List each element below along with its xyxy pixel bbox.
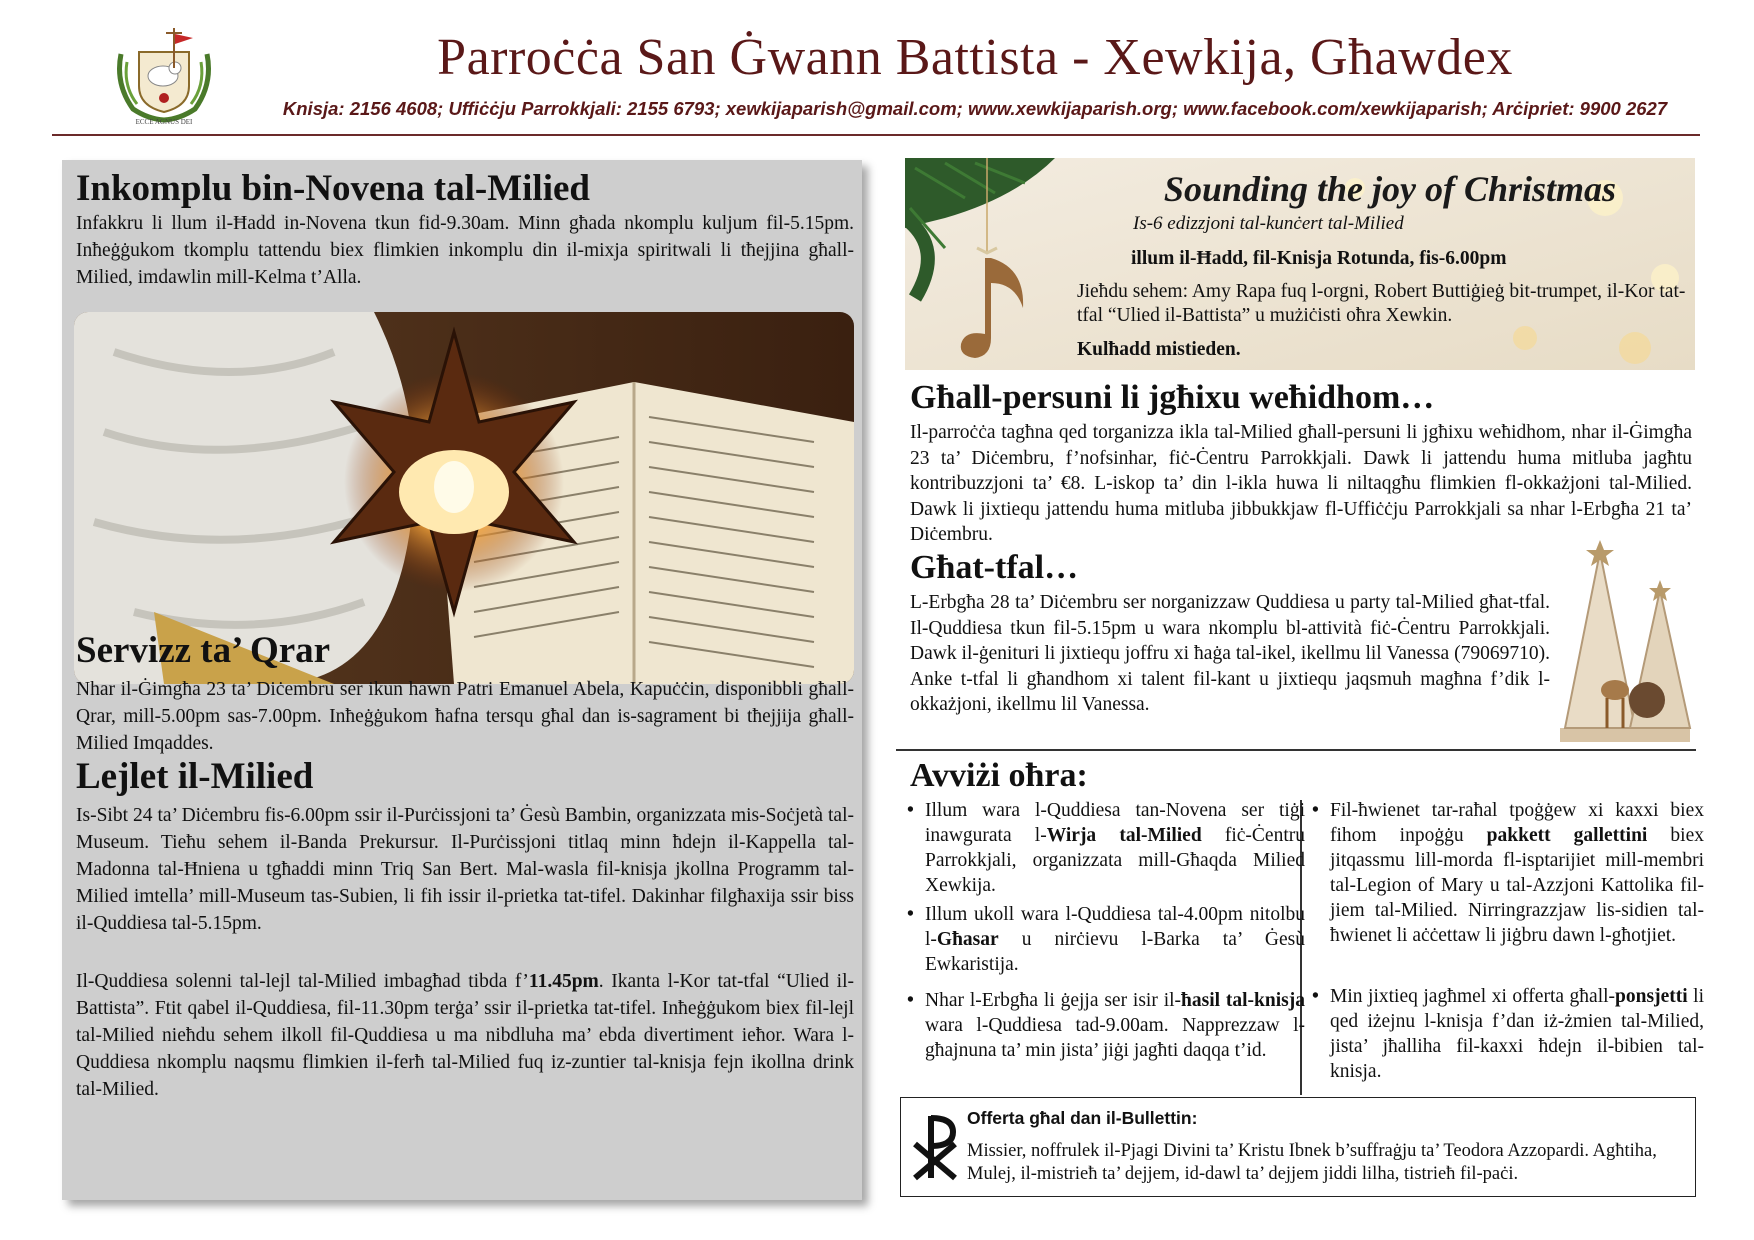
notice-poinsettias: • Min jixtieq jagħmel xi offerta għall-ponsjetti li qed iżejnu l-knisja f’dan iż-żmien tal-Milied, jista’ jħalliha fil-kaxxi ħdejn il-bibien tal-knisja. (1312, 986, 1705, 1082)
wooden-trees-decoration (1555, 540, 1695, 745)
midnight-mass-time: 11.45pm (528, 971, 599, 992)
bullet-icon: • (907, 800, 914, 821)
concert-title: Sounding the joy of Christmas (1163, 169, 1617, 209)
novena-heading: Inkomplu bin-Novena tal-Milied (76, 168, 590, 209)
novena-body: Infakkru li llum il-Ħadd in-Novena tkun fid-9.30am. Minn għada nkomplu kuljum fil-5.15pm. Inħeġġukom tkomplu tattendu biex flimkien inkomplu din il-mixja spiritwali li tħejjina għall-Milied, imdawlin mill-Kelma t’Alla. (76, 213, 854, 288)
notice-church-cleaning: • Nhar l-Erbgħa li ġejja ser isir il-ħasil tal-knisja wara l-Quddiesa tad-9.00am. Napprezzaw l-għajnuna ta’ min jista’ jiġi jagħti daqqa t’id. (907, 990, 1305, 1061)
offering-heading: Offerta għal dan il-Bullettin: (967, 1108, 1198, 1128)
bulletin-offering-box (900, 1097, 1696, 1197)
left-panel (62, 160, 862, 1200)
contact-line: Knisja: 2156 4608; Uffiċċju Parrokkjali: 2155 6793; xewkijaparish@gmail.com; www.xewkijaparish.org; www.facebook.com/xewkijaparish; Arċipriet: 9900 2627 (282, 98, 1668, 119)
christmas-eve-body-2: Il-Quddiesa solenni tal-lejl tal-Milied imbagħad tibda f’11.45pm. Ikanta l-Kor tat-tfal “Ulied il-Battista”. Ftit qabel il-Quddiesa, fil-11.30pm terġa’ ssir il-prietka tat-tifel. Inħeġġukom biex fil-lejl tal-Milied nieħdu sehem ilkoll fil-Quddiesa u ma nibdluha ma’ ebda divertiment ieħor. Wara l-Quddiesa nkomplu naqsmu flimkien il-ferħ tal-Milied fuq iz-zuntier tal-knisja fejn ikollna drink tal-Milied. (76, 971, 854, 1100)
bullet-icon: • (907, 990, 914, 1011)
lonely-heading: Għall-persuni li jgħixu weħidhom… (910, 379, 1435, 416)
notice-vespers: • Illum ukoll wara l-Quddiesa tal-4.00pm nitolbu l-Għasar u nirċievu l-Barka ta’ Ġesù Ewkaristija. (907, 904, 1305, 975)
concert-welcome: Kulħadd mistieden. (1077, 339, 1241, 360)
header-divider (52, 134, 1700, 136)
offering-body: Missier, noffrulek il-Pjagi Divini ta’ Kristu Ibnek b’suffraġju ta’ Teodora Azzopardi. Agħtiha, Mulej, il-mistrieħ ta’ dejjem, id-dawl ta’ dejjem jiddi lilha, tistrieħ fil-paċi. (967, 1141, 1657, 1184)
logo-motto: ECCE AGNUS DEI (135, 118, 193, 126)
concert-performers: Jieħdu sehem: Amy Rapa fuq l-orgni, Robert Buttiġieġ bit-trumpet, il-Kor tat-tfal “Ulied il-Battista” u mużiċisti oħra Xewkin. (1077, 281, 1686, 326)
notice-exhibition: • Illum wara l-Quddiesa tan-Novena ser tiġi inawgurata l-Wirja tal-Milied fiċ-Ċentru Parrokkjali, organizzata mill-Għaqda Milied Xewkija. (907, 800, 1305, 896)
concert-when: illum il-Ħadd, fil-Knisja Rotunda, fis-6.00pm (1131, 248, 1507, 269)
notice-biscuit-packets: • Fil-ħwienet tar-raħal tpoġġew xi kaxxi biex fihom inpoġġu pakkett gallettini biex jitqassmu lill-morda fl-isptarijiet mill-membri tal-Legion of Mary u tal-Azzjoni Kattolika fil-jiem tal-Milied. Nirringrazzjaw lis-sidien tal-ħwienet li aċċettaw li jiġbru dawn l-għotjiet. (1312, 800, 1704, 946)
section-divider (896, 749, 1696, 751)
concert-banner (905, 158, 1695, 370)
christmas-eve-body-1: Is-Sibt 24 ta’ Diċembru fis-6.00pm ssir il-Purċissjoni ta’ Ġesù Bambin, organizzata mis-Soċjetà tal-Museum. Tieħu sehem il-Banda Prekursur. Il-Purċissjoni titlaq minn ħdejn il-Kappella tal-Madonna tal-Ħniena u tgħaddi minn Triq San Bert. Mal-wasla fil-knisja jkollna Programm tal-Milied imtella’ mill-Museum tas-Subien, li fih issir il-prietka tat-tifel. Dakinhar filgħaxija ssir biss il-Quddiesa tal-5.15pm. (76, 805, 854, 934)
christmas-eve-heading: Lejlet il-Milied (76, 756, 314, 797)
bullet-icon: • (1312, 986, 1319, 1007)
other-notices-heading: Avviżi oħra: (910, 757, 1088, 794)
confession-heading: Servizz ta’ Qrar (76, 630, 331, 671)
lonely-body: Il-parroċċa tagħna qed torganizza ikla tal-Milied għall-persuni li jgħixu weħidhom, nhar il-Ġimgħa 23 ta’ Diċembru, f’nofsinhar, fiċ-Ċentru Parrokkjali. Dawk li jattendu huma mitluba jagħtu kontribuzzjoni ta’ €8. L-iskop ta’ din l-ikla huwa li niltaqgħu flimkien fl-okkażjoni tal-Milied. Dawk li jixtiequ jattendu huma mitluba jibbukkjaw fl-Uffiċċju Parrokkjali sa nhar l-Erbgħa 21 ta’ Diċembru. (910, 422, 1692, 545)
parish-crest-logo (113, 14, 215, 126)
concert-subtitle: Is-6 edizzjoni tal-kunċert tal-Milied (1133, 213, 1404, 234)
chi-rho-icon (911, 1112, 959, 1182)
children-body: L-Erbgħa 28 ta’ Diċembru ser norganizzaw Quddiesa u party tal-Milied għat-tfal. Il-Quddiesa tkun fil-5.15pm u wara nkomplu bl-attività fiċ-Ċentru Parrokkjali. Dawk il-ġenituri li jixtiequ joffru xi ħaġa tal-ikel, ikellmu lil Vanessa (79069710). Anke t-tfal li għandhom xi talent fil-kant u jixtiequ jaqsmuh magħna f’dik l-okkażjoni, ikellmu lil Vanessa. (910, 592, 1550, 715)
bullet-icon: • (907, 904, 914, 925)
candle-bible-photo (74, 312, 854, 684)
bullet-icon: • (1312, 800, 1319, 821)
confession-body: Nhar il-Ġimgħa 23 ta’ Diċembru ser ikun hawn Patri Emanuel Abela, Kapuċċin, disponibbli għall-Qrar, mill-5.00pm sas-7.00pm. Inħeġġukom ħafna tersqu għal dan is-sagrament bi tħejjija għall-Milied Imqaddes. (76, 679, 854, 754)
children-heading: Għat-tfal… (910, 549, 1079, 586)
parish-title: Parroċċa San Ġwann Battista - Xewkija, Għawdex (437, 29, 1513, 86)
